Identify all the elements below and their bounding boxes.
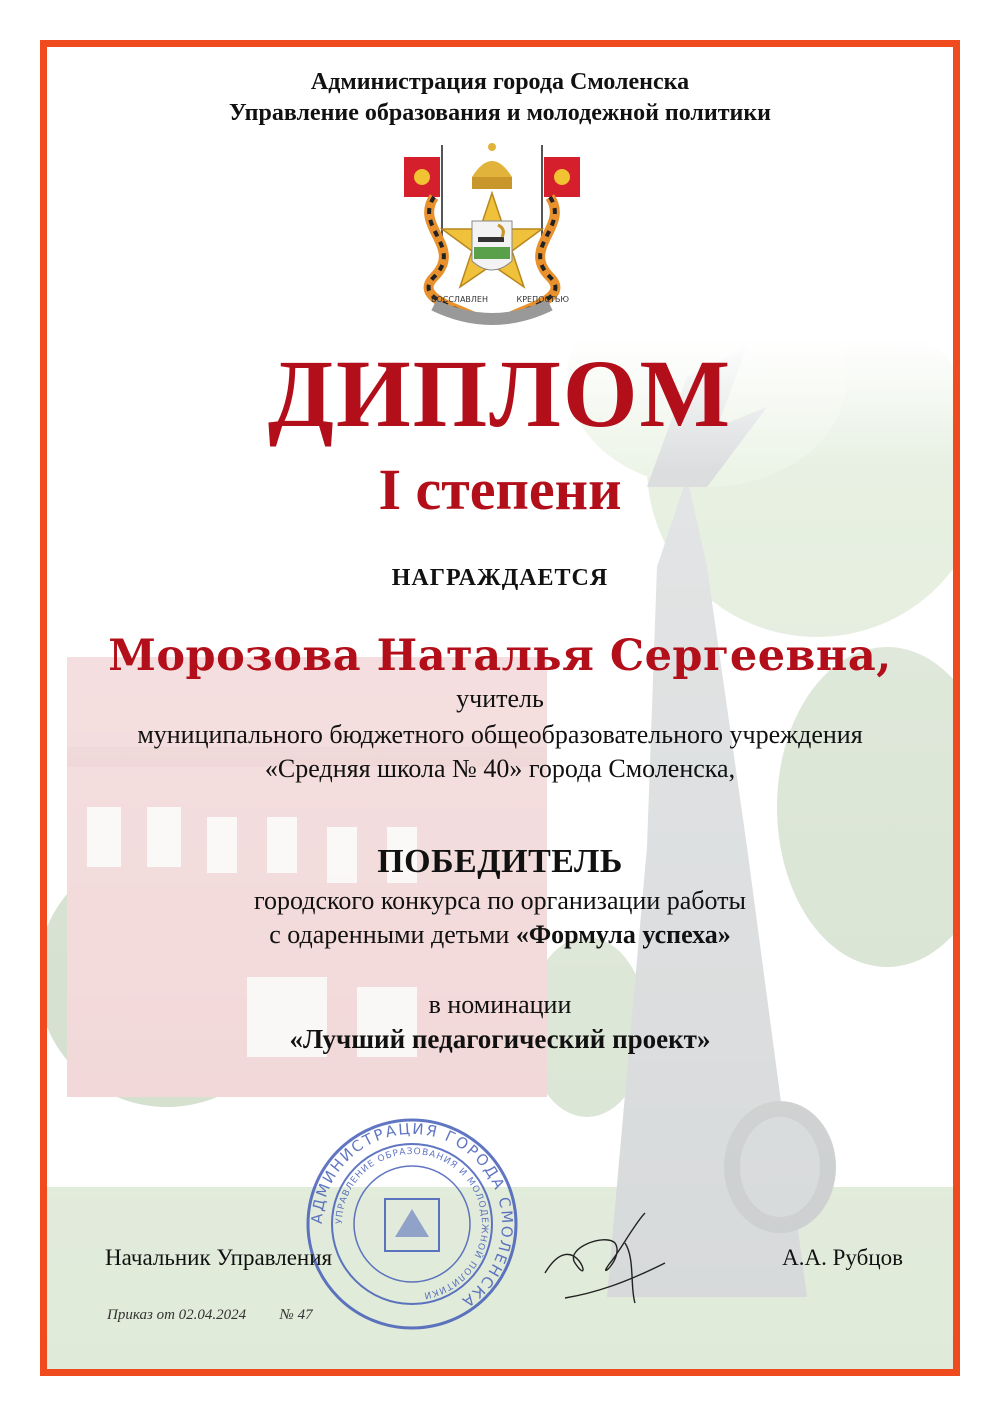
signer-position: Начальник Управления <box>105 1245 333 1270</box>
order-number: № 47 <box>279 1307 313 1323</box>
recipient-org-line-2: «Средняя школа № 40» города Смоленска, <box>264 754 736 783</box>
diploma-title: ДИПЛОМ <box>267 340 733 447</box>
contest-line-1: городского конкурса по организации работы <box>253 886 746 915</box>
nomination-label: в номинации <box>428 990 572 1019</box>
signer-name: А.А. Рубцов <box>782 1245 903 1270</box>
recipient-org-line-1: муниципального бюджетного общеобразовательного учреждения <box>137 720 863 749</box>
order-reference <box>107 1307 313 1324</box>
diploma-degree: I степени <box>378 457 622 522</box>
nomination-name: «Лучший педагогический проект» <box>289 1024 711 1054</box>
handwritten-signature <box>535 1203 675 1313</box>
recipient-name: Морозова Наталья Сергеевна, <box>108 631 892 681</box>
official-seal-icon <box>305 1117 519 1331</box>
seal-outer-text: АДМИНИСТРАЦИЯ ГОРОДА СМОЛЕНСКА <box>307 1119 517 1312</box>
coat-of-arms-motto <box>47 295 953 304</box>
motto-right: КРЕПОСТЬЮ <box>516 295 570 304</box>
recipient-position: учитель <box>456 684 544 713</box>
header-line-1: Администрация города Смоленска <box>310 69 690 95</box>
contest-line-2 <box>47 919 953 950</box>
contest-name: «Формула успеха» <box>515 920 731 949</box>
contest-prefix: с одаренными детьми <box>269 920 516 949</box>
seal-inner-text: УПРАВЛЕНИЕ ОБРАЗОВАНИЯ И МОЛОДЕЖНОЙ ПОЛИТИКИ <box>334 1146 490 1301</box>
winner-status: ПОБЕДИТЕЛЬ <box>377 843 623 880</box>
order-date: Приказ от 02.04.2024 <box>107 1307 247 1323</box>
motto-left: ВОССЛАВЛЕН <box>430 295 488 304</box>
diploma-frame <box>40 40 960 1376</box>
header-line-2: Управление образования и молодежной политики <box>229 100 771 126</box>
awarded-label: НАГРАЖДАЕТСЯ <box>391 565 609 591</box>
